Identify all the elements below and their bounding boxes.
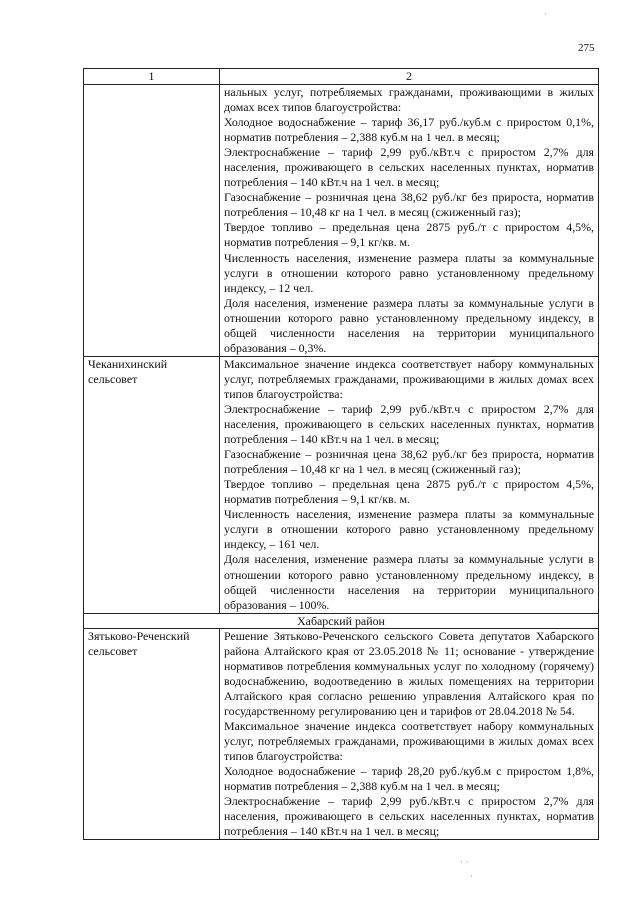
table-header-row	[84, 69, 599, 85]
paragraph: Численность населения, изменение размера платы за коммунальные услуги в отношении которого равно установленному предельному индексу, – 12 чел.	[224, 250, 594, 295]
paragraph: Решение Зятьково-Реченского сельского Совета депутатов Хабарского района Алтайского края от 23.05.2018 № 11; основание - утверждение нормативов потребления коммунальных услуг по холодному (горячему) водоснабжению, водоотведению в жилых помещениях на территории Алтайского края согласно решению управления Алтайского края по государственному регулированию цен и тарифов от 28.04.2018 № 54.	[224, 628, 594, 718]
paragraph: Газоснабжение – розничная цена 38,62 руб./кг без прироста, норматив потребления – 10,48 кг на 1 чел. в месяц (сжиженный газ);	[224, 447, 594, 477]
paragraph: Электроснабжение – тариф 2,99 руб./кВт.ч с приростом 2,7% для населения, проживающего в сельских населенных пунктах, норматив потребления – 140 кВт.ч на 1 чел. в месяц;	[224, 794, 594, 839]
district-heading: Хабарский район	[84, 613, 599, 628]
paragraph: Доля населения, изменение размера платы за коммунальные услуги в отношении которого равно установленному предельному индексу, в общей численности населения на территории муниципального образования – 100%.	[224, 552, 594, 612]
paragraph: Численность населения, изменение размера платы за коммунальные услуги в отношении которого равно установленному предельному индексу, – 161 чел.	[224, 507, 594, 552]
paragraph: Холодное водоснабжение – тариф 36,17 руб./куб.м с приростом 0,1%, норматив потребления – 2,388 куб.м на 1 чел. в месяц;	[224, 115, 594, 145]
municipality-cell	[84, 85, 220, 357]
paragraph: Холодное водоснабжение – тариф 28,20 руб./куб.м с приростом 1,8%, норматив потребления – 2,388 куб.м на 1 чел. в месяц;	[224, 764, 594, 794]
table-row	[84, 85, 599, 357]
scan-artifact: · ·	[460, 858, 469, 868]
table-row	[84, 628, 599, 840]
paragraph: Твердое топливо – предельная цена 2875 руб./т с приростом 4,5%, норматив потребления – 9,1 кг/кв. м.	[224, 477, 594, 507]
scan-artifact: ·	[544, 10, 547, 20]
paragraph: Электроснабжение – тариф 2,99 руб./кВт.ч с приростом 2,7% для населения, проживающего в сельских населенных пунктах, норматив потребления – 140 кВт.ч на 1 чел. в месяц;	[224, 145, 594, 190]
column-header-1: 1	[84, 69, 220, 85]
description-cell	[220, 356, 599, 613]
municipality-cell: Зятьково-Реченский сельсовет	[84, 628, 220, 840]
paragraph: Доля населения, изменение размера платы за коммунальные услуги в отношении которого равно установленному предельному индексу, в общей численности населения на территории муниципального образования – 0,3%.	[224, 295, 594, 355]
paragraph: Максимальное значение индекса соответствует набору коммунальных услуг, потребляемых гражданами, проживающими в жилых домах всех типов благоустройства:	[224, 356, 594, 401]
paragraph: Газоснабжение – розничная цена 38,62 руб./кг без прироста, норматив потребления – 10,48 кг на 1 чел. в месяц (сжиженный газ);	[224, 190, 594, 220]
paragraph: Электроснабжение – тариф 2,99 руб./кВт.ч с приростом 2,7% для населения, проживающего в сельских населенных пунктах, норматив потребления – 140 кВт.ч на 1 чел. в месяц;	[224, 401, 594, 447]
scan-artifact: ·	[470, 872, 473, 882]
table-row	[84, 356, 599, 613]
district-heading-row	[84, 613, 599, 628]
paragraph: Твердое топливо – предельная цена 2875 руб./т с приростом 4,5%, норматив потребления – 9,1 кг/кв. м.	[224, 220, 594, 250]
paragraph: Максимальное значение индекса соответствует набору коммунальных услуг, потребляемых гражданами, проживающими в жилых домах всех типов благоустройства:	[224, 718, 594, 764]
description-cell	[220, 628, 599, 840]
municipality-cell: Чеканихинский сельсовет	[84, 356, 220, 613]
column-header-2: 2	[220, 69, 599, 85]
data-table	[83, 68, 599, 840]
page-number: 275	[578, 42, 595, 54]
paragraph: нальных услуг, потребляемых гражданами, проживающими в жилых домах всех типов благоустройства:	[224, 85, 594, 115]
description-cell	[220, 85, 599, 357]
